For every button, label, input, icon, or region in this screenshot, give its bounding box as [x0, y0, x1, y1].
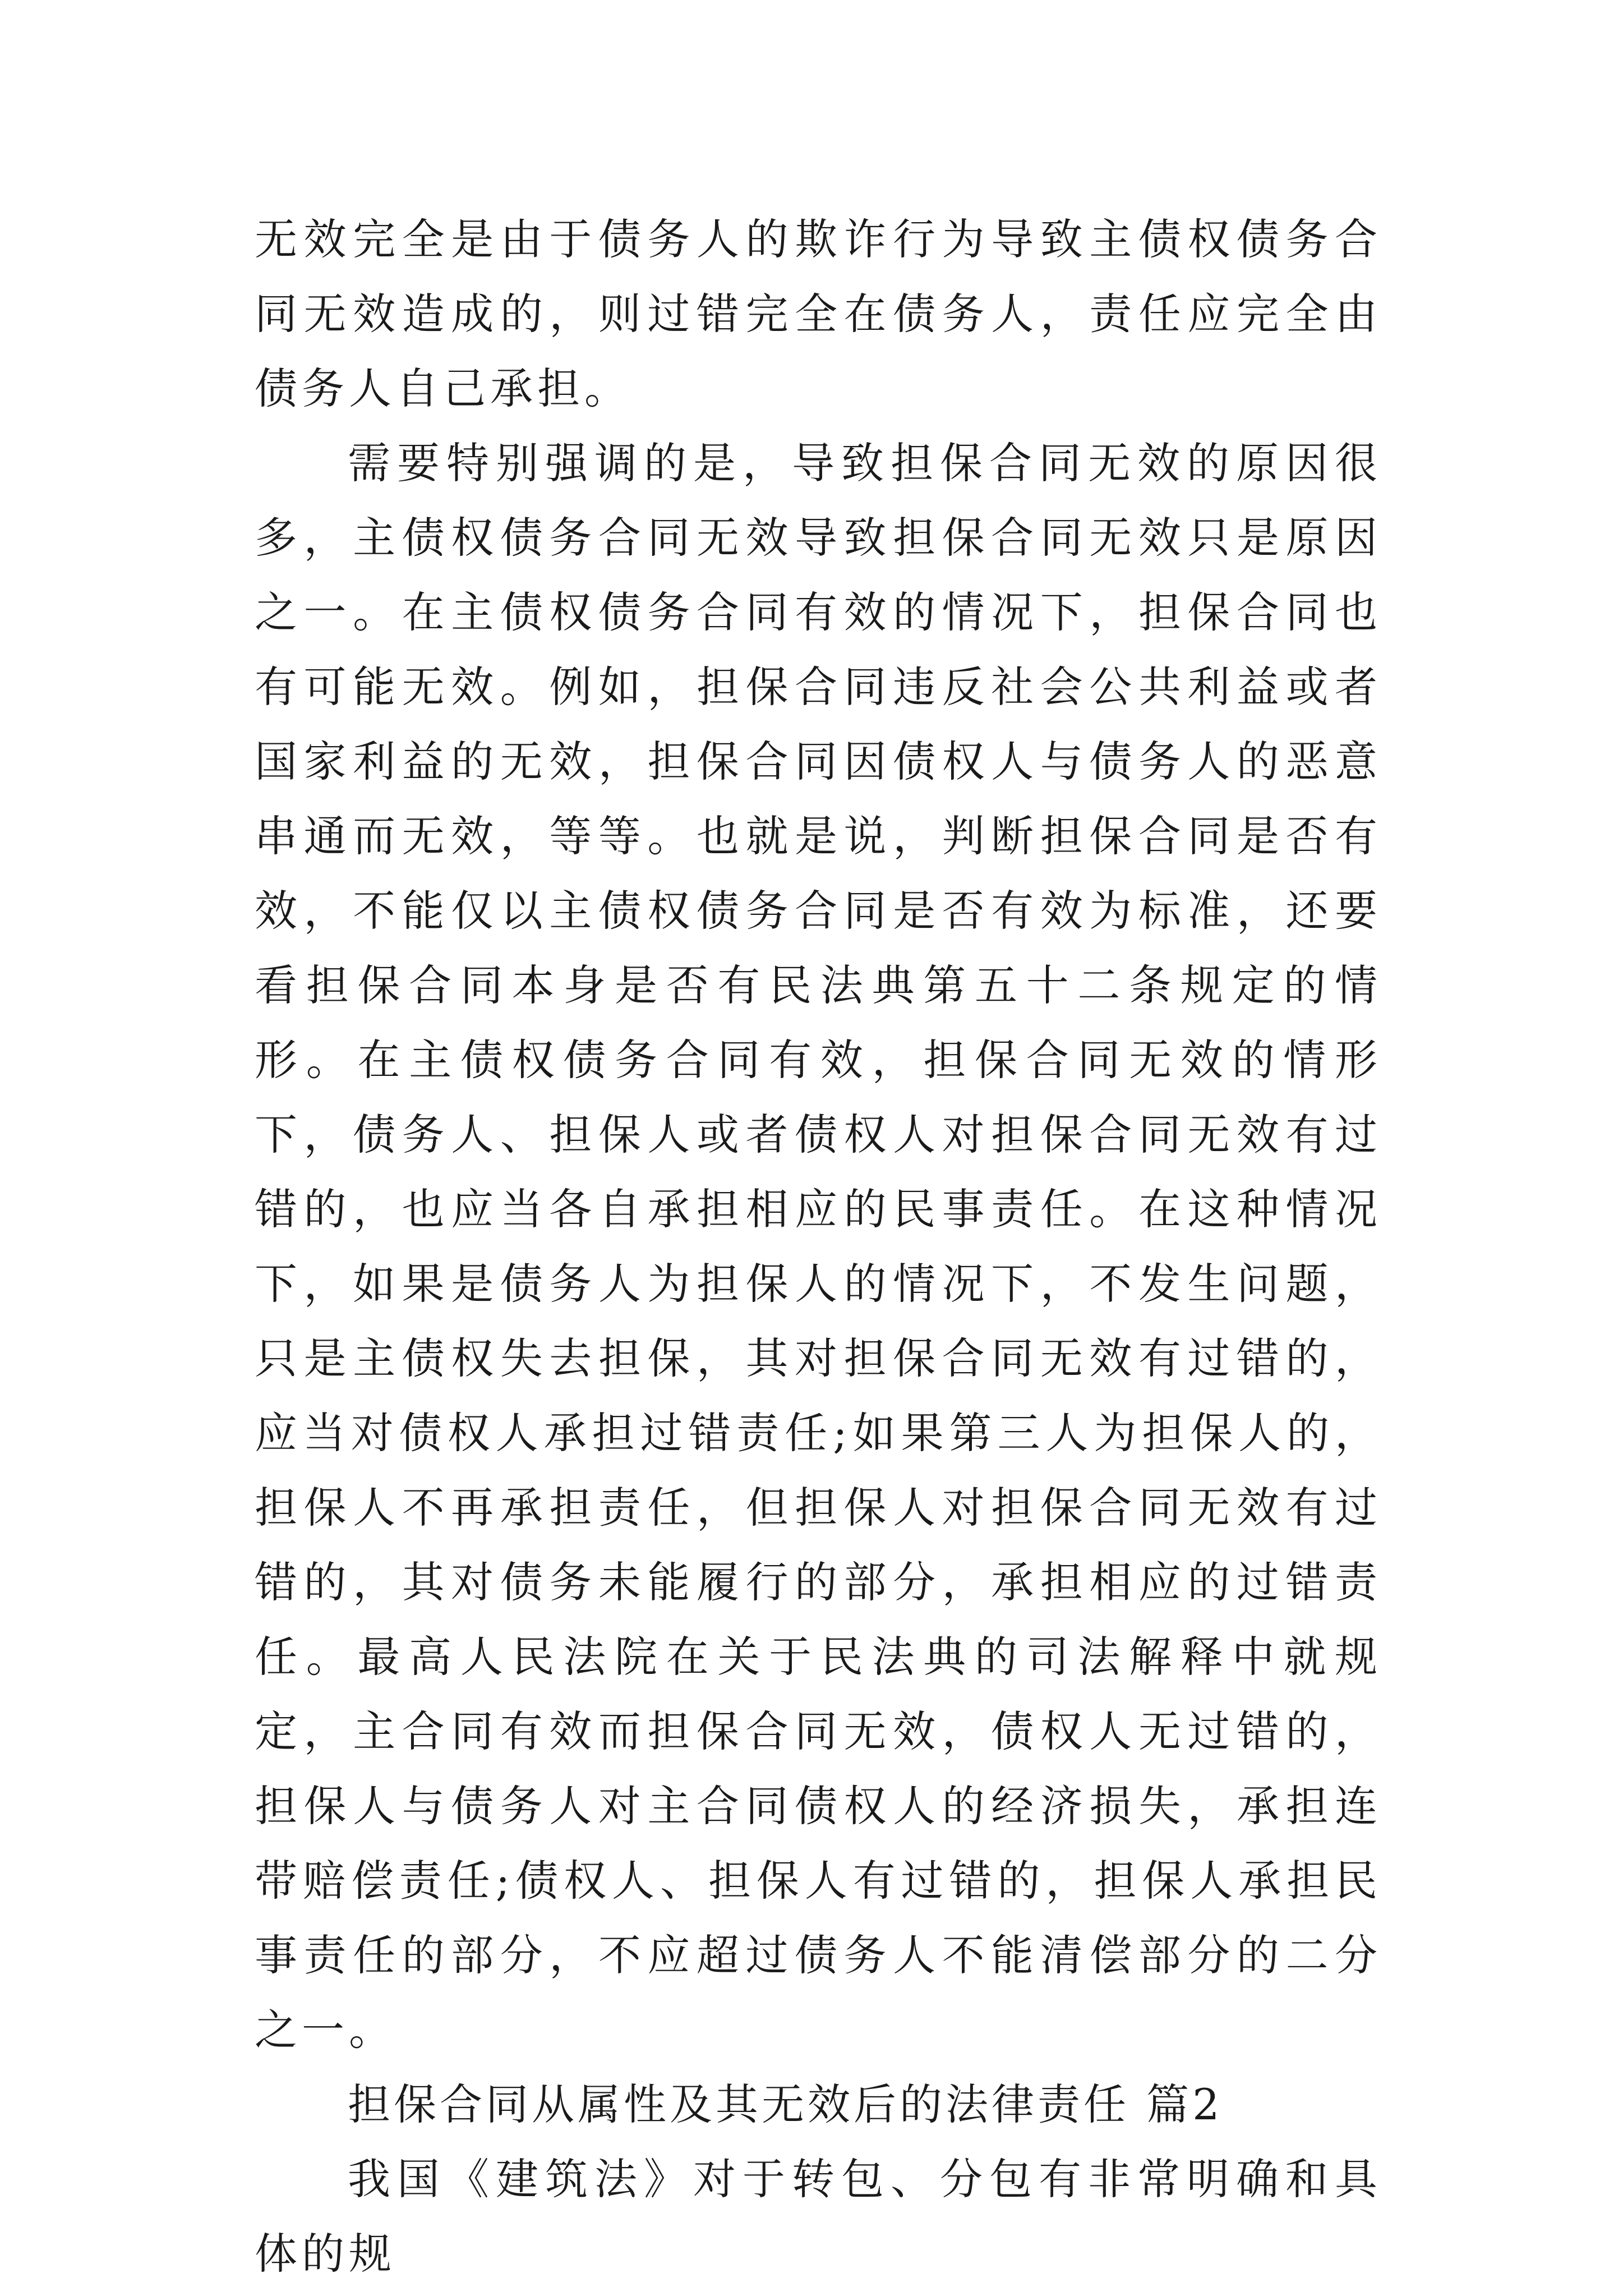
paragraph-continuation: 无效完全是由于债务人的欺诈行为导致主债权债务合同无效造成的，则过错完全在债务人，责任应完全由债务人自己承担。: [255, 214, 1382, 413]
paragraph-guarantee-invalidity: 需要特别强调的是，导致担保合同无效的原因很多，主债权债务合同无效导致担保合同无效只是原因之一。在主债权债务合同有效的情况下，担保合同也有可能无效。例如，担保合同违反社会公共利益或者国家利益的无效，担保合同因债权人与债务人的恶意串通而无效，等等。也就是说，判断担保合同是否有效，不能仅以主债权债务合同是否有效为标准，还要看担保合同本身是否有民法典第五十二条规定的情形。在主债权债务合同有效，担保合同无效的情形下，债务人、担保人或者债权人对担保合同无效有过错的，也应当各自承担相应的民事责任。在这种情况下，如果是债务人为担保人的情况下，不发生问题，只是主债权失去担保，其对担保合同无效有过错的，应当对债权人承担过错责任;如果第三人为担保人的，担保人不再承担责任，但担保人对担保合同无效有过错的，其对债务未能履行的部分，承担相应的过错责任。最高人民法院在关于民法典的司法解释中就规定，主合同有效而担保合同无效，债权人无过错的，担保人与债务人对主合同债权人的经济损失，承担连带赔偿责任;债权人、担保人有过错的，担保人承担民事责任的部分，不应超过债务人不能清偿部分的二分之一。: [255, 438, 1382, 2055]
document-body: [255, 202, 1382, 2291]
section-heading: 担保合同从属性及其无效后的法律责任 篇2: [348, 2079, 1223, 2129]
paragraph-construction-law: 我国《建筑法》对于转包、分包有非常明确和具体的规: [255, 2154, 1382, 2279]
